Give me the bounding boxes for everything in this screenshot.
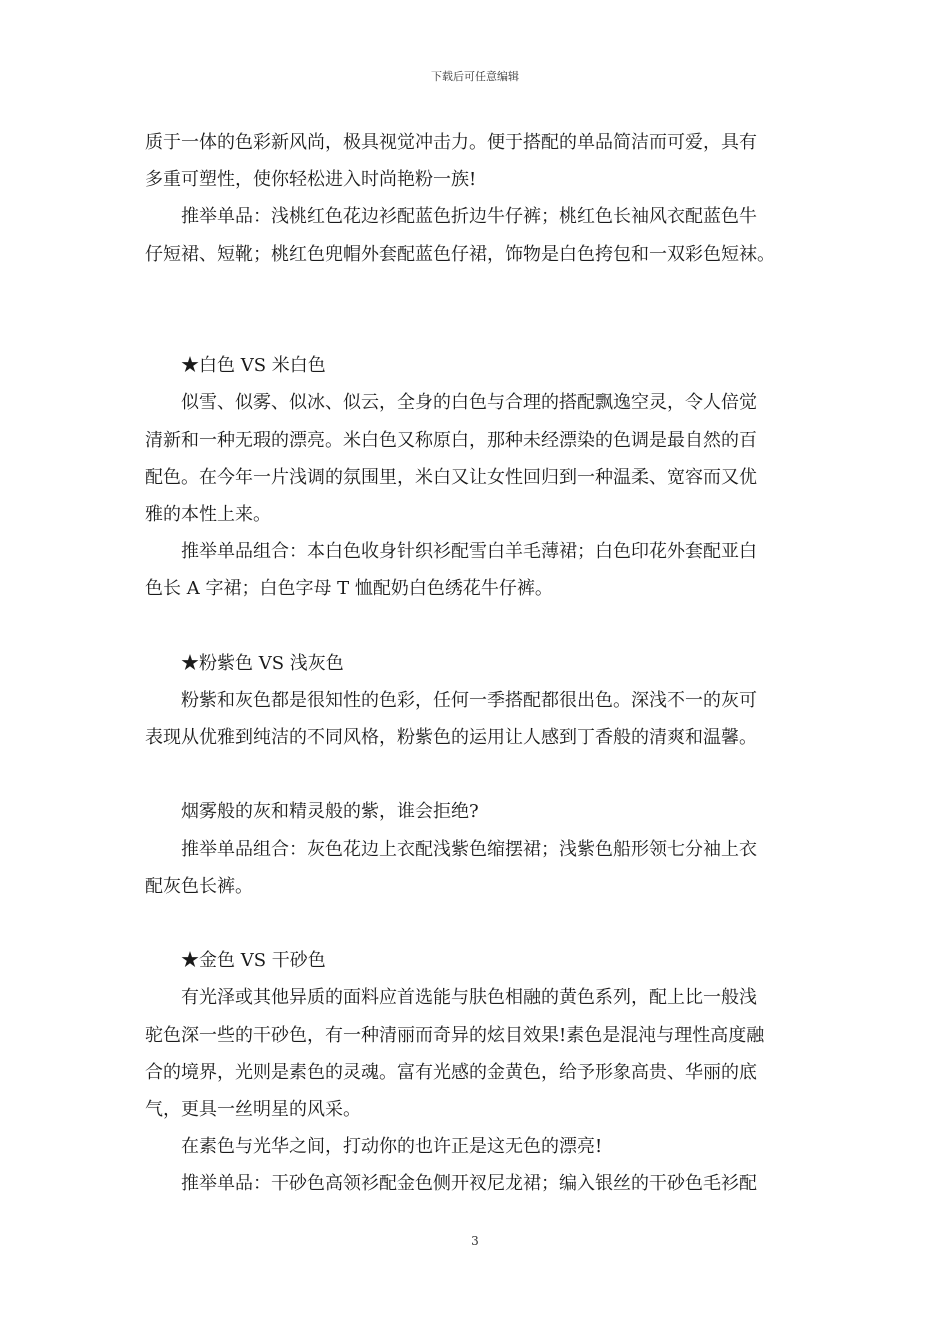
text-line: 推举单品组合：灰色花边上衣配浅紫色缩摆裙；浅紫色船形领七分袖上衣 (181, 838, 757, 860)
blank-line (145, 905, 815, 942)
document-body (145, 124, 815, 1202)
text-line: 推举单品：干砂色高领衫配金色侧开衩尼龙裙；编入银丝的干砂色毛衫配 (181, 1173, 757, 1195)
text-line: 色长 A 字裙；白色字母 T 恤配奶白色绣花牛仔裤。 (145, 578, 553, 600)
text-line: 雅的本性上来。 (145, 503, 271, 525)
text-line: 推举单品组合：本白色收身针织衫配雪白羊毛薄裙；白色印花外套配亚白 (181, 541, 757, 563)
text-line: 配灰色长裤。 (145, 875, 253, 897)
text-line: 配色。在今年一片浅调的氛围里，米白又让女性回归到一种温柔、宽容而又优 (145, 466, 757, 488)
blank-line (145, 607, 815, 644)
section-heading: ★白色 VS 米白色 (181, 355, 326, 377)
text-line: 驼色深一些的干砂色，有一种清丽而奇异的炫目效果!素色是混沌与理性高度融 (145, 1024, 765, 1046)
text-line: 似雪、似雾、似冰、似云，全身的白色与合理的搭配飘逸空灵，令人倍觉 (181, 392, 757, 414)
text-line: 仔短裙、短靴；桃红色兜帽外套配蓝色仔裙，饰物是白色挎包和一双彩色短袜。 (145, 243, 775, 265)
page-number: 3 (471, 1234, 479, 1248)
text-line: 气，更具一丝明星的风采。 (145, 1098, 361, 1120)
text-line: 有光泽或其他异质的面料应首选能与肤色相融的黄色系列，配上比一般浅 (181, 987, 757, 1009)
text-line: 粉紫和灰色都是很知性的色彩，任何一季搭配都很出色。深浅不一的灰可 (181, 689, 757, 711)
header-note: 下载后可任意编辑 (431, 70, 519, 83)
text-line: 清新和一种无瑕的漂亮。米白色又称原白，那种未经漂染的色调是最自然的百 (145, 429, 757, 451)
blank-line (145, 273, 815, 310)
text-line: 表现从优雅到纯洁的不同风格，粉紫色的运用让人感到丁香般的清爽和温馨。 (145, 727, 757, 748)
text-line: 合的境界，光则是素色的灵魂。富有光感的金黄色，给予形象高贵、华丽的底 (145, 1061, 757, 1083)
blank-line (145, 310, 815, 347)
text-line: 推举单品：浅桃红色花边衫配蓝色折边牛仔裤；桃红色长袖风衣配蓝色牛 (181, 206, 757, 228)
text-line: 多重可塑性，使你轻松进入时尚艳粉一族! (145, 169, 477, 191)
text-line: 质于一体的色彩新风尚，极具视觉冲击力。便于搭配的单品简洁而可爱，具有 (145, 132, 757, 153)
blank-line (145, 756, 815, 793)
text-line: 烟雾般的灰和精灵般的紫，谁会拒绝? (181, 801, 479, 823)
text-line: 在素色与光华之间，打动你的也许正是这无色的漂亮! (181, 1136, 603, 1158)
section-heading: ★粉紫色 VS 浅灰色 (181, 652, 344, 674)
section-heading: ★金色 VS 干砂色 (181, 950, 326, 972)
